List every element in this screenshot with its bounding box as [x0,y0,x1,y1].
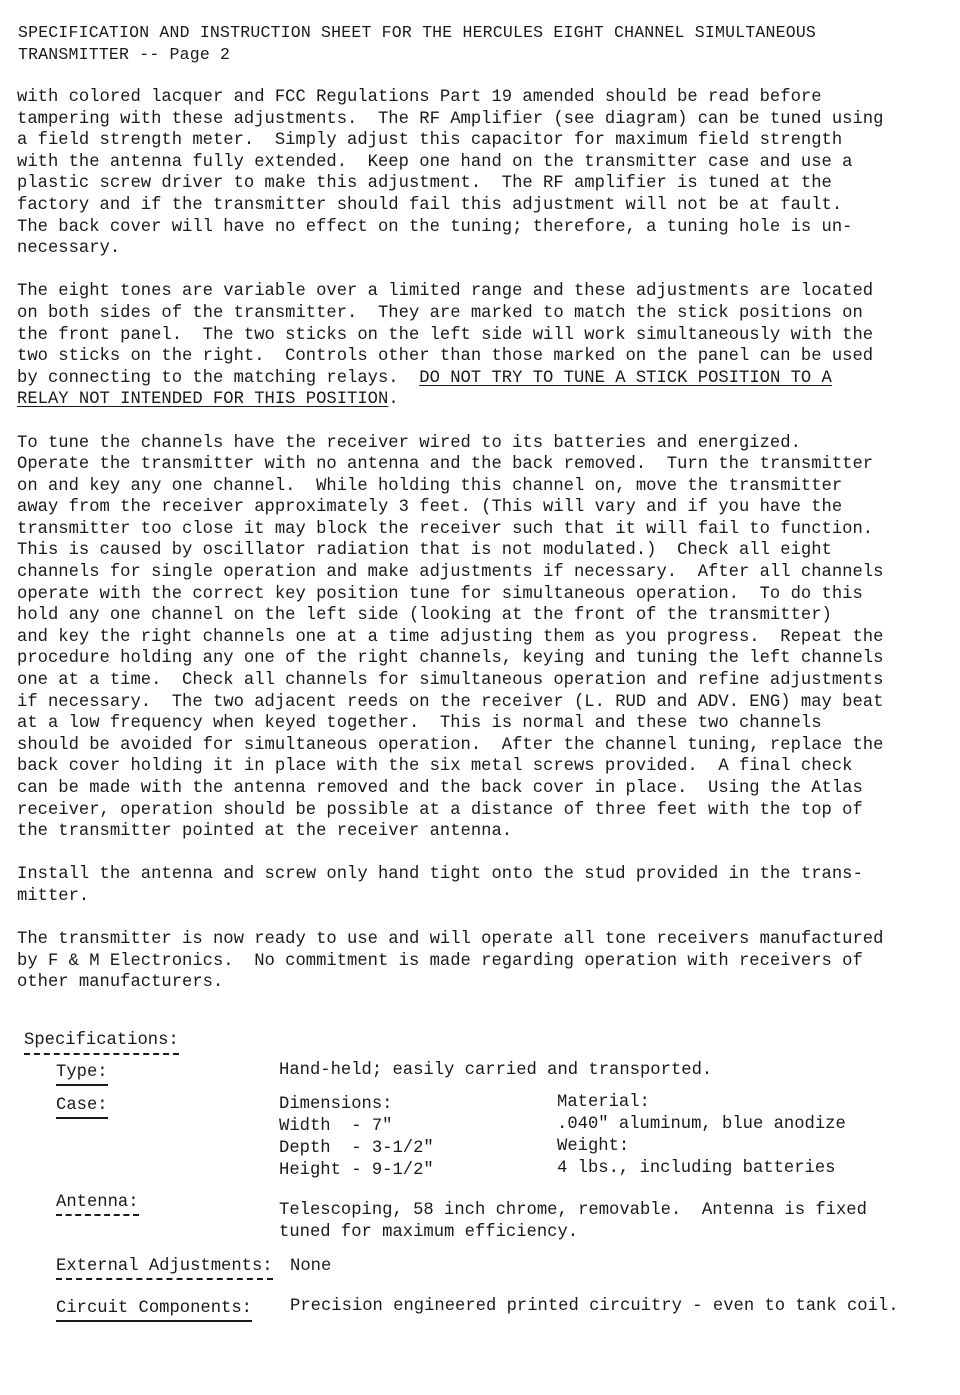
type-value: Hand-held; easily carried and transported. [279,1061,713,1080]
antenna-value-line-1: Telescoping, 58 inch chrome, removable. Antenna is fixed [279,1201,867,1220]
paragraph-ready: The transmitter is now ready to use and will operate all tone receivers manufactured by F & M Electronics. No commitment is made regarding operation with receivers of other manufacturers. [17,930,884,993]
tones-text: The eight tones are variable over a limited range and these adjustments are located on both sides of the transmitter. They are marked to match the stick positions on the front panel. The two sticks on the left side will work simultaneously with the two sticks on the right. Controls other than those marked on the panel can be used by connecting to the matching relays. [17,282,874,388]
dimension-depth: Depth - 3-1/2" [279,1139,434,1158]
material-label: Material: [557,1093,650,1112]
external-adjustments-label: External Adjustments: [56,1256,273,1280]
dimension-height: Height - 9-1/2" [279,1161,434,1180]
warning-line-2: RELAY NOT INTENDED FOR THIS POSITION [17,390,389,410]
weight-value: 4 lbs., including batteries [557,1159,836,1178]
heading-line-2: TRANSMITTER -- Page 2 [18,45,231,64]
weight-label: Weight: [557,1137,630,1156]
dimension-width: Width - 7" [279,1117,393,1136]
case-label: Case: [56,1095,108,1119]
specifications-title: Specifications: [24,1030,179,1055]
paragraph-rf-amplifier: with colored lacquer and FCC Regulations Part 19 amended should be read before tampering with these adjustments. The RF Amplifier (see diagram) can be tuned using a field strength meter. Simply adjust this capacitor for maximum field strength with the antenna fully extended. Keep one hand on the transmitter case and use a plastic screw driver to make this adjustment. The RF amplifier is tuned at the factory and if the transmitter should fail this adjustment will not be at fault. The back cover will have no effect on the tuning; therefore, a tuning hole is un- necessary. [17,88,884,259]
heading-line-1: SPECIFICATION AND INSTRUCTION SHEET FOR THE HERCULES EIGHT CHANNEL SIMULTANEOUS [18,23,817,42]
material-value: .040" aluminum, blue anodize [557,1115,846,1134]
instructions-body [17,87,927,994]
external-adjustments-value: None [290,1257,332,1276]
warning-line-1: DO NOT TRY TO TUNE A STICK POSITION TO A [419,368,832,388]
paragraph-tones: The eight tones are variable over a limited range and these adjustments are located on both sides of the transmitter. They are marked to match the stick positions on the front panel. The two sticks on the left side will work simultaneously with the two sticks on the right. Controls other than those marked on the panel can be used by connecting to the matching relays. DO NOT TRY TO TUNE A STICK POSITION TO A RELAY NOT INTENDED FOR THIS POSITION. [17,282,874,410]
type-label: Type: [56,1062,108,1086]
antenna-value-line-2: tuned for maximum efficiency. [279,1223,579,1242]
dimensions-label: Dimensions: [279,1095,393,1114]
circuit-components-value: Precision engineered printed circuitry - even to tank coil. [290,1297,899,1316]
paragraph-antenna-install: Install the antenna and screw only hand tight onto the stud provided in the trans- mitter. [17,865,863,906]
paragraph-tuning: To tune the channels have the receiver wired to its batteries and energized. Operate the transmitter with no antenna and the back removed. Turn the transmitter on and key any one channel. While holding this channel on, move the transmitter away from the receiver approximately 3 feet. (This will vary and if you have the transmitter too close it may block the receiver such that it will fail to function. This is caused by oscillator radiation that is not modulated.) Check all eight channels for single operation and make adjustments if necessary. After all channels operate with the correct key position tune for simultaneous operation. To do this hold any one channel on the left side (looking at the front of the transmitter) and key the right channels one at a time adjusting them as you progress. Repeat the procedure holding any one of the right channels, keying and tuning the left channels one at a time. Check all channels for simultaneous operation and refine adjustments if necessary. The two adjacent reeds on the receiver (L. RUD and ADV. ENG) may beat at a low frequency when keyed together. This is normal and these two channels should be avoided for simultaneous operation. After the channel tuning, replace the back cover holding it in place with the six metal screws provided. A final check can be made with the antenna removed and the back cover in place. Using the Atlas receiver, operation should be possible at a distance of three feet with the top of the transmitter pointed at the receiver antenna. [17,433,884,842]
antenna-label: Antenna: [56,1192,139,1216]
circuit-components-label: Circuit Components: [56,1298,252,1322]
page-heading [18,22,918,66]
